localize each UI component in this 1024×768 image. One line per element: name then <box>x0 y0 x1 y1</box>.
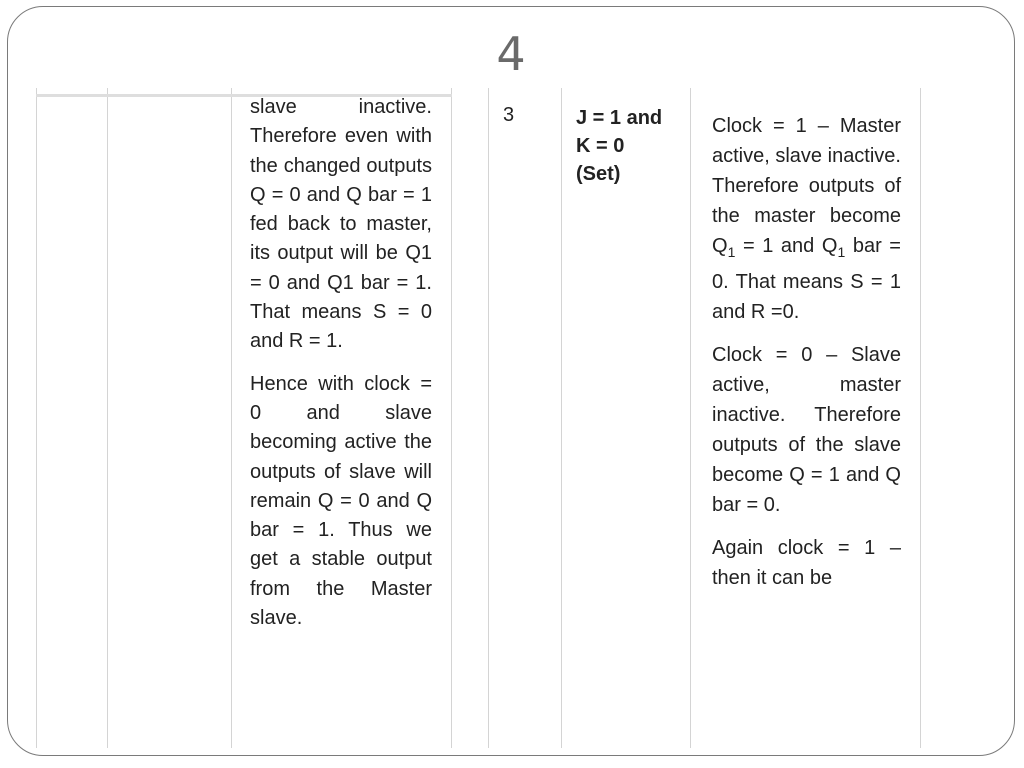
table-border-5 <box>488 88 489 748</box>
left-cell-paragraph-1: slave inactive. Therefore even with the changed outputs Q = 0 and Q bar = 1 fed back to master, its output will be Q1 = 0 and Q1 bar = 1. That means S = 0 and R = 1. <box>250 96 432 353</box>
table-border-7 <box>690 88 691 748</box>
right-cell-p1-c: bar = 0. That means S = 1 and R =0. <box>712 235 901 323</box>
table-border-1 <box>36 88 37 748</box>
right-cell-paragraph-2: Clock = 0 – Slave active, master inactive. Therefore outputs of the slave become Q = 1 and Q bar = 0. <box>712 344 901 516</box>
subscript-1: 1 <box>727 244 736 260</box>
right-cell-text <box>712 111 901 593</box>
table-border-8 <box>920 88 921 748</box>
slide-number: 4 <box>496 27 526 81</box>
left-cell-paragraph-2: Hence with clock = 0 and slave becoming active the outputs of slave will remain Q = 0 and Q bar = 1. Thus we get a stable output from the Master slave. <box>250 372 432 630</box>
table-border-3 <box>231 88 232 748</box>
condition-line-2: K = 0 <box>576 135 625 157</box>
table-border-6 <box>561 88 562 748</box>
right-cell-p1-a: Clock = 1 – Master active, slave inactive. Therefore outputs of the master become Q <box>712 115 901 257</box>
table-border-2 <box>107 88 108 748</box>
left-cell-text <box>250 93 432 633</box>
row-number: 3 <box>503 104 515 126</box>
subscript-2: 1 <box>837 244 846 260</box>
condition-line-1: J = 1 and <box>576 107 663 129</box>
right-cell-p1-b: = 1 and Q <box>735 235 838 257</box>
condition-cell <box>576 104 662 188</box>
right-cell-paragraph-3: Again clock = 1 – then it can be <box>712 537 901 589</box>
condition-line-3: (Set) <box>576 163 621 185</box>
table-border-4 <box>451 88 452 748</box>
right-cell-paragraph-1 <box>712 111 901 327</box>
